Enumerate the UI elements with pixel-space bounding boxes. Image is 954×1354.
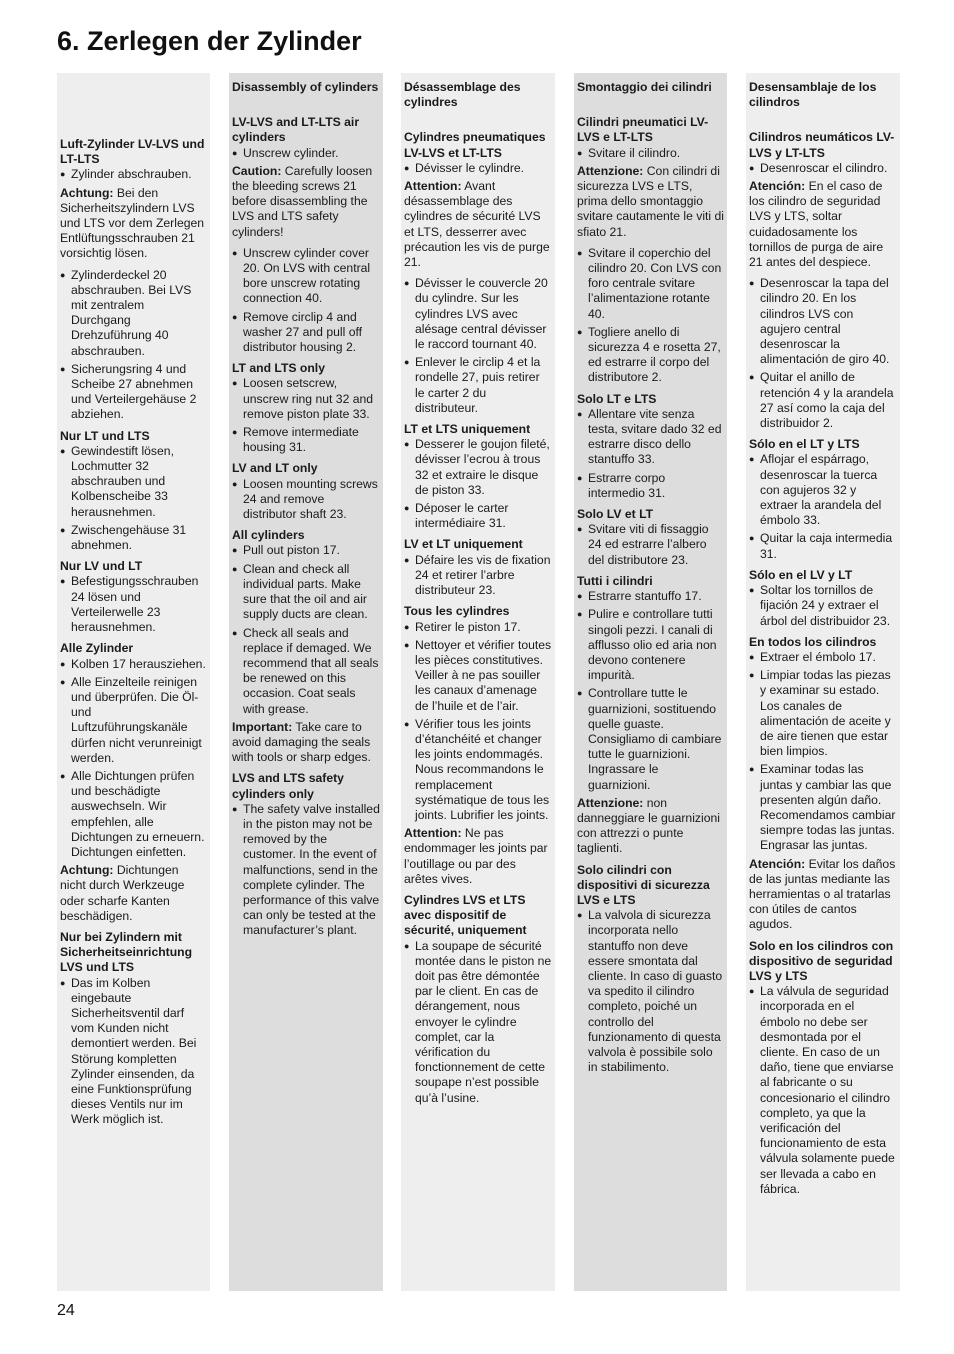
- warning-note: Important: Take care to avoid damaging the seals with tools or sharp edges.: [232, 719, 371, 765]
- section-heading: Tutti i cilindri: [577, 573, 653, 588]
- list-item: ● Loosen mounting screws 24 and remove distributor shaft 23.: [232, 477, 380, 523]
- list-item: ● Dévisser le couvercle 20 du cylindre. Sur les cylindres LVS avec alésage central dévisser le raccord tournant 40.: [404, 276, 552, 352]
- warning-note: Attenzione: non danneggiare le guarnizioni con attrezzi o punte taglienti.: [577, 795, 720, 856]
- list-item: ● Estrarre stantuffo 17.: [577, 589, 724, 604]
- section-heading: LT and LTS only: [232, 361, 325, 376]
- list-item: ● Clean and check all individual parts. Make sure that the oil and air supply ducts are clean.: [232, 562, 380, 623]
- list-item: ● Examinar todas las juntas y cambiar las que presenten algún daño. Recomendamos cambiar siempre todas las juntas. Engrasar las juntas.: [749, 762, 897, 853]
- list-item: ● Pull out piston 17.: [232, 543, 380, 558]
- section-heading: Alle Zylinder: [60, 641, 134, 656]
- list-item: ● Enlever le circlip 4 et la rondelle 27, puis retirer le carter 2 du distributeur.: [404, 355, 552, 416]
- list-item: ● Remove intermediate housing 31.: [232, 425, 380, 455]
- warning-note: Attention: Avant désassemblage des cylindres de sécurité LVS et LTS, desserrer avec précaution les vis de purge 21.: [404, 179, 550, 270]
- section-heading: LV-LVS and LT-LTS air cylinders: [232, 115, 360, 145]
- list-item: ● Svitare viti di fissaggio 24 ed estrarre l’albero del distributore 23.: [577, 522, 724, 568]
- section-heading: LV et LT uniquement: [404, 537, 523, 552]
- column-heading: Désassemblage des cylindres: [404, 80, 521, 110]
- list-item: ● Quitar el anillo de retención 4 y la arandela 27 así como la caja del distribuidor 2.: [749, 370, 897, 431]
- list-item: ● Das im Kolben eingebaute Sicherheitsventil darf vom Kunden nicht demontiert werden. Bei Störung kompletten Zylinder einsenden, da eine Funktionsprüfung dieses Ventils nur im Werk möglich ist.: [60, 976, 207, 1128]
- list-item: ● The safety valve installed in the piston may not be removed by the customer. In the event of malfunctions, send in the complete cylinder. The performance of this valve can only be tested at the manufacturer’s plant.: [232, 802, 380, 939]
- list-item: ● Togliere anello di sicurezza 4 e rosetta 27, ed estrarre il corpo del distributore 2.: [577, 325, 724, 386]
- list-item: ● Alle Einzelteile reinigen und überprüfen. Die Öl- und Luftzuführungskanäle dürfen nicht verunreinigt werden.: [60, 675, 207, 766]
- page-title: 6. Zerlegen der Zylinder: [57, 26, 362, 56]
- column-german: [57, 73, 210, 1291]
- section-heading: LVS and LTS safety cylinders only: [232, 771, 344, 801]
- list-item: ● Déposer le carter intermédiaire 31.: [404, 501, 552, 531]
- column-heading: Disassembly of cylinders: [232, 80, 379, 94]
- column-heading: Desensamblaje de los cilindros: [749, 80, 877, 110]
- page-number: 24: [57, 1302, 75, 1319]
- section-heading: LT et LTS uniquement: [404, 422, 531, 437]
- list-item: ● Remove circlip 4 and washer 27 and pull off distributor housing 2.: [232, 310, 380, 356]
- list-item: ● Limpiar todas las piezas y examinar su estado. Los canales de alimentación de aceite y de aire tienen que estar bien limpios.: [749, 668, 897, 759]
- section-heading: Luft-Zylinder LV-LVS und LT-LTS: [60, 137, 205, 167]
- list-item: ● Unscrew cylinder.: [232, 146, 380, 161]
- section-heading: Sólo en el LV y LT: [749, 567, 853, 582]
- section-heading: Nur LV und LT: [60, 559, 143, 574]
- section-heading: LV and LT only: [232, 461, 318, 476]
- section-heading: Nur bei Zylindern mit Sicherheitseinrichtung LVS und LTS: [60, 929, 193, 975]
- list-item: ● Quitar la caja intermedia 31.: [749, 531, 897, 561]
- section-heading: All cylinders: [232, 528, 305, 543]
- column-english: [229, 73, 383, 1291]
- list-item: ● Retirer le piston 17.: [404, 620, 552, 635]
- list-item: ● Alle Dichtungen prüfen und beschädigte auswechseln. Wir empfehlen, alle Dichtungen zu erneuern. Dichtungen einfetten.: [60, 769, 207, 860]
- column-italian: [574, 73, 727, 1291]
- section-heading: Solo en los cilindros con dispositivo de seguridad LVS y LTS: [749, 938, 894, 983]
- list-item: ● Pulire e controllare tutti singoli pezzi. I canali di afflusso olio ed aria non devono contenere impurità.: [577, 607, 724, 683]
- section-heading: Tous les cylindres: [404, 604, 510, 619]
- section-heading: Sólo en el LT y LTS: [749, 437, 860, 452]
- list-item: ● La válvula de seguridad incorporada en el émbolo no debe ser desmontada por el cliente. En caso de un daño, tiene que enviarse al fabricante o su concesionario el cilindro completo, ya que la verificación del funcionamiento de esta válvula solamente puede ser llevada a cabo en fábrica.: [749, 984, 897, 1197]
- list-item: ● Kolben 17 herausziehen.: [60, 657, 207, 672]
- list-item: ● Svitare il coperchio del cilindro 20. Con LVS con foro centrale svitare l’alimentazione rotante 40.: [577, 246, 724, 322]
- list-item: ● Desserer le goujon fileté, dévisser l’ecrou à trous 32 et extraire le disque de piston 33.: [404, 437, 552, 498]
- list-item: ● Allentare vite senza testa, svitare dado 32 ed estrarre disco dello stantuffo 33.: [577, 407, 724, 468]
- list-item: ● La soupape de sécurité montée dans le piston ne doit pas être démontée par le client. En cas de dérangement, nous envoyer le cylindre complet, car la vérification du fonctionnement de cette soupape n’est possible qu’à l’usine.: [404, 939, 552, 1106]
- list-item: ● Estrarre corpo intermedio 31.: [577, 471, 724, 501]
- list-item: ● Sicherungsring 4 und Scheibe 27 abnehmen und Verteilergehäuse 2 abziehen.: [60, 362, 207, 423]
- list-item: ● Aflojar el espárrago, desenroscar la tuerca con agujeros 32 y extraer la arandela del émbolo 33.: [749, 452, 897, 528]
- section-heading: Cilindros neumáticos LV-LVS y LT-LTS: [749, 130, 895, 160]
- section-heading: Cylindres LVS et LTS avec dispositif de sécurité, uniquement: [404, 892, 527, 938]
- section-heading: Cilindri pneumatici LV-LVS e LT-LTS: [577, 115, 709, 145]
- list-item: ● Soltar los tornillos de fijación 24 y extraer el árbol del distribuidor 23.: [749, 583, 897, 629]
- list-item: ● Zylinderdeckel 20 abschrauben. Bei LVS mit zentralem Durchgang Drehzuführung 40 abschrauben.: [60, 268, 207, 359]
- list-item: ● Zwischengehäuse 31 abnehmen.: [60, 523, 207, 553]
- column-heading: Smontaggio dei cilindri: [577, 80, 712, 94]
- section-heading: En todos los cilindros: [749, 634, 877, 649]
- column-french: [401, 73, 555, 1291]
- list-item: ● Extraer el émbolo 17.: [749, 650, 897, 665]
- section-heading: Solo LV et LT: [577, 507, 654, 522]
- list-item: ● Check all seals and replace if demaged. We recommend that all seals be renewed on this occasion. Coat seals with grease.: [232, 626, 380, 717]
- warning-note: Atención: Evitar los daños de las juntas mediante las herramientas o al tratarlas con útiles de cantos agudos.: [749, 856, 896, 932]
- list-item: ● Controllare tutte le guarnizioni, sostituendo quelle guaste. Consigliamo di cambiare tutte le guarnizioni. Ingrassare le guarnizioni.: [577, 686, 724, 792]
- warning-note: Achtung: Bei den Sicherheitszylindern LVS und LTS vor dem Zerlegen Entlüftungsschrauben 21 vorsichtig lösen.: [60, 185, 205, 261]
- list-item: ● Desenroscar la tapa del cilindro 20. En los cilindros LVS con agujero central desenroscar la alimentación de giro 40.: [749, 276, 897, 367]
- list-item: ● Gewindestift lösen, Lochmutter 32 abschrauben und Kolbenscheibe 33 herausnehmen.: [60, 444, 207, 520]
- warning-note: Caution: Carefully loosen the bleeding screws 21 before disassembling the LVS and LTS safety cylinders!: [232, 163, 373, 239]
- warning-note: Atención: En el caso de los cilindro de seguridad LVS y LTS, soltar cuidadosamente los tornillos de purga de aire 21 antes del despiece.: [749, 179, 884, 270]
- list-item: ● Desenroscar el cilindro.: [749, 161, 897, 176]
- list-item: ● La valvola di sicurezza incorporata nello stantuffo non deve essere smontata dal cliente. In caso di guasto va spedito il cilindro completo, poiché un controllo del funzionamento di questa valvola è possibile solo in stabilimento.: [577, 908, 724, 1075]
- section-heading: Cylindres pneumatiques LV-LVS et LT-LTS: [404, 130, 546, 160]
- warning-note: Attention: Ne pas endommager les joints par l’outillage ou par des arêtes vives.: [404, 826, 548, 886]
- list-item: ● Unscrew cylinder cover 20. On LVS with central bore unscrew rotating connection 40.: [232, 246, 380, 307]
- list-item: ● Dévisser le cylindre.: [404, 161, 552, 176]
- list-item: ● Défaire les vis de fixation 24 et retirer l’arbre distributeur 23.: [404, 553, 552, 599]
- warning-note: Achtung: Dichtungen nicht durch Werkzeuge oder scharfe Kanten beschädigen.: [60, 863, 185, 923]
- section-heading: Solo cilindri con dispositivi di sicurezza LVS e LTS: [577, 862, 710, 907]
- list-item: ● Befestigungsschrauben 24 lösen und Verteilerwelle 23 herausnehmen.: [60, 574, 207, 635]
- list-item: ● Loosen setscrew, unscrew ring nut 32 and remove piston plate 33.: [232, 376, 380, 422]
- list-item: ● Vérifier tous les joints d’étanchéité et changer les joints endommagés. Nous recommandons le remplacement systématique de tous les joints. Lubrifier les joints.: [404, 717, 552, 823]
- column-spanish: [746, 73, 900, 1291]
- list-item: ● Zylinder abschrauben.: [60, 167, 207, 182]
- warning-note: Attenzione: Con cilindri di sicurezza LVS e LTS, prima dello smontaggio svitare cautamente le viti di sfiato 21.: [577, 163, 724, 239]
- list-item: ● Svitare il cilindro.: [577, 146, 724, 161]
- list-item: ● Nettoyer et vérifier toutes les pièces constitutives. Veiller à ne pas souiller les canaux d’amenage de l’huile et de l’air.: [404, 638, 552, 714]
- section-heading: Nur LT und LTS: [60, 428, 150, 443]
- section-heading: Solo LT e LTS: [577, 391, 657, 406]
